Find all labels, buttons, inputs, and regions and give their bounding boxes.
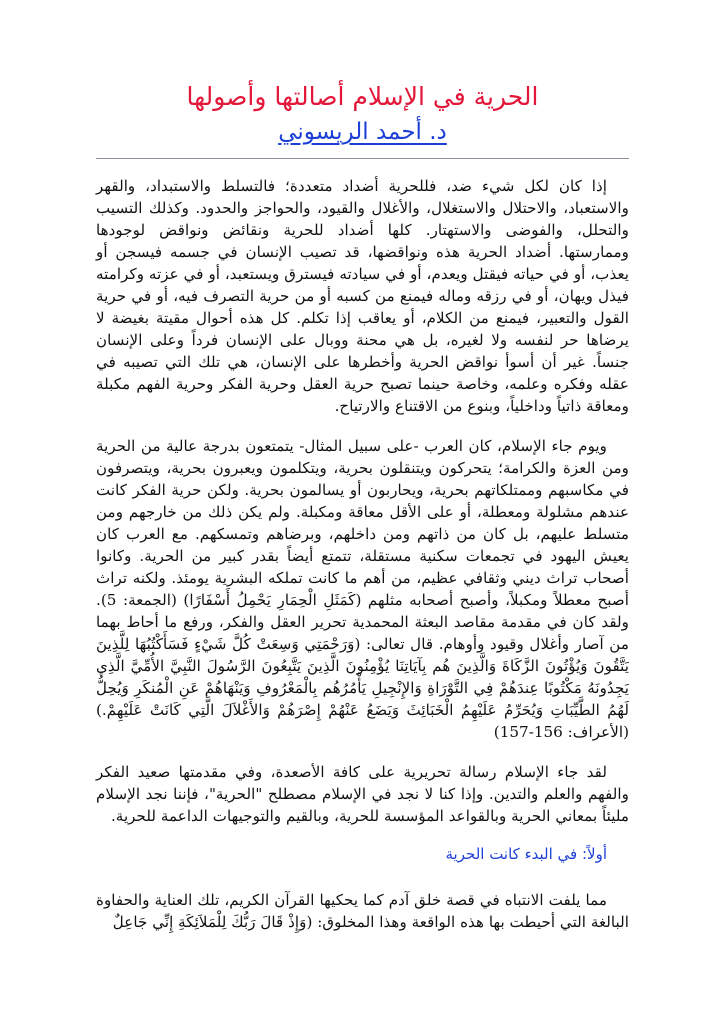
header-divider [96,158,629,159]
author-name-text[interactable]: د. أحمد الريسوني [278,119,447,145]
document-title: الحرية في الإسلام أصالتها وأصولها [186,82,539,111]
paragraph-2 [96,435,629,743]
paragraph-2-text: ويوم جاء الإسلام، كان العرب -على سبيل المثال- يتمتعون بدرجة عالية من الحرية ومن العزة والكرامة؛ يتحركون ويتنقلون بحرية، ويتكلمون ويعبرون بحرية، ويتصرفون في مكاسبهم وممتلكاتهم بحرية، ويحاربون أو يسالمون بحرية. ولكن حرية الفكر كانت عندهم مشلولة ومعطلة، أو على الأقل معاقة ومكبلة. ولم يكن ذلك من خارجهم ومن متسلط عليهم، بل كان من ذاتهم ومن داخلهم، وبرضاهم وتمسكهم. مع العرب كان يعيش اليهود في تجمعات سكنية مستقلة، تتمتع أيضاً بقدر كبير من الحرية. وكانوا أصحاب تراث ديني وثقافي عظيم، من أهم ما كانت تملكه البشرية يومئذ. ولكنه تراث أصبح معطلاً ومكبلاً، وأصبح أصحابه مثلهم (كَمَثَلِ الْحِمَارِ يَحْمِلُ أَسْفَارًا) (الجمعة: 5). ولقد كان في مقدمة مقاصد البعثة المحمدية تحرير العقل والفكر، ورفع ما أحاط بهما من آصار وأغلال وقيود وأوهام. قال تعالى: (وَرَحْمَتِي وَسِعَتْ كُلَّ شَيْءٍ فَسَأَكْتُبُهَا لِلَّذِينَ يَتَّقُونَ وَيُؤْتُونَ الزَّكَاةَ وَالَّذِينَ هُم بِآيَاتِنَا يُؤْمِنُونَ الَّذِينَ يَتَّبِعُونَ الرَّسُولَ النَّبِيَّ الأُمِّيَّ الَّذِي يَجِدُونَهُ مَكْتُوبًا عِندَهُمْ فِي التَّوْرَاةِ وَالإِنْجِيلِ يَأْمُرُهُم بِالْمَعْرُوفِ وَيَنْهَاهُمْ عَنِ الْمُنكَرِ وَيُحِلُّ لَهُمُ الطَّيِّبَاتِ وَيُحَرِّمُ عَلَيْهِمُ الْخَبَائِثَ وَيَضَعُ عَنْهُمْ إِصْرَهُمْ وَالأَغْلاَلَ الَّتِي كَانَتْ عَلَيْهِمْ.) (الأعراف: 156-157) [96,437,629,741]
section-heading: أولاً: في البدء كانت الحرية [445,845,607,863]
paragraph-1 [96,175,629,417]
author-name [96,116,629,148]
paragraph-3-text: لقد جاء الإسلام رسالة تحريرية على كافة الأصعدة، وفي مقدمتها صعيد الفكر والفهم والعلم والتدين. وإذا كنا لا نجد في الإسلام مصطلح "الحرية"، فإننا نجد الإسلام مليئاً بمعاني الحرية وبالقواعد المؤسسة للحرية، وبالقيم والتوجيهات الداعمة للحرية. [96,763,629,825]
paragraph-4 [96,889,629,933]
paragraph-1-text: إذا كان لكل شيء ضد، فللحرية أضداد متعددة؛ فالتسلط والاستبداد، والقهر والاستعباد، والاحتلال والاستغلال، والأغلال والقيود، والحواجز والحدود. وكذلك التسيب والتحلل، والفوضى والاستهتار. كلها أضداد للحرية ونقائض ونواقض لوجودها وممارستها. أضداد الحرية هذه ونواقضها، قد تصيب الإنسان في جسمه فيسجن أو يعذب، أو في حياته فيقتل ويعدم، أو في سيادته فيسترق ويستعبد، أو في عزته وكرامته فيذل ويهان، أو في رزقه وماله فيمنع من كسبه أو من حرية التصرف فيه، أو في حرية القول والتعبير، فيمنع من الكلام، أو يعاقب إذا تكلم. كل هذه أحوال مقيتة بغيضة لا يرضاها حر لنفسه ولا لغيره، بل هي محنة ووبال على الإنسان فرداً وعلى الإنسان جنساً. غير أن أسوأ نواقض الحرية وأخطرها على الإنسان، هي تلك التي تصيبه في عقله وفكره وعلمه، وخاصة حينما تصبح حرية العقل وحرية الفكر وحرية الفهم مكبلة ومعاقة ذاتياً وداخلياً، وبنوع من الاقتناع والارتياح. [96,177,629,415]
paragraph-4-text: مما يلفت الانتباه في قصة خلق آدم كما يحكيها القرآن الكريم، تلك العناية والحفاوة البالغة التي أحيطت بها هذه الواقعة وهذا المخلوق: (وَإِذْ قَالَ رَبُّكَ لِلْمَلاَئِكَةِ إِنِّي جَاعِلٌ [96,891,629,931]
paragraph-3 [96,761,629,827]
